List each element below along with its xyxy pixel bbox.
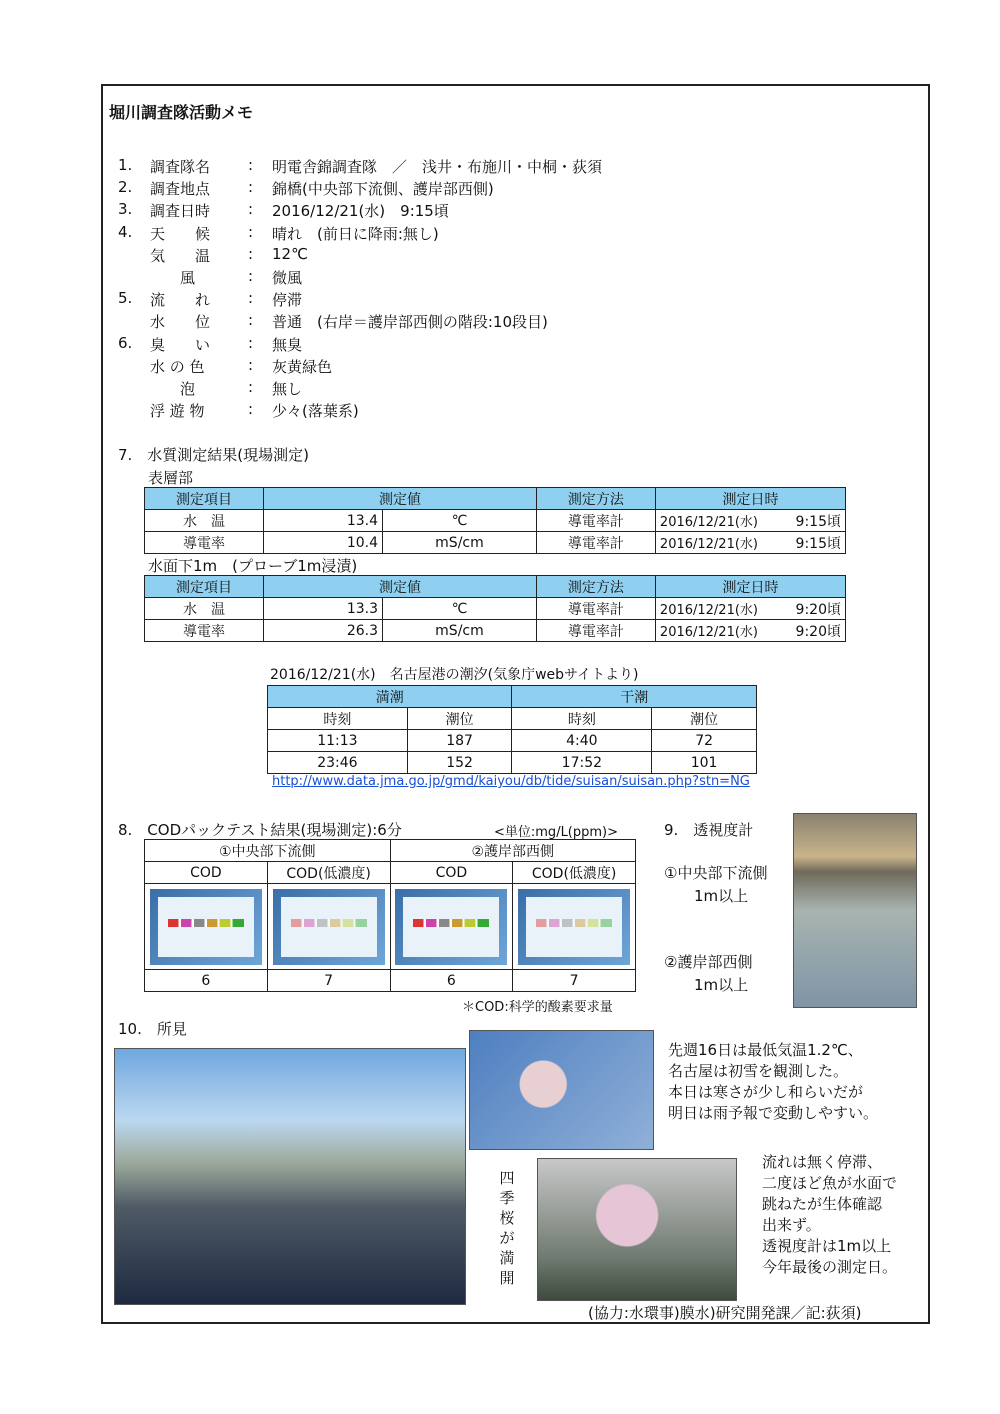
- cell-item: 導電率: [145, 620, 264, 642]
- item-colon: :: [248, 400, 254, 419]
- cell-method: 導電率計: [536, 510, 655, 532]
- header-value: 測定値: [264, 576, 537, 598]
- item-colon: :: [248, 311, 254, 330]
- cell: 17:52: [512, 752, 652, 774]
- item-value: 明電舎錦調査隊 ／ 浅井・布施川・中桐・荻須: [272, 158, 603, 176]
- item-number: 1.: [118, 156, 133, 174]
- note-line: 跳ねたが生体確認: [762, 1195, 883, 1213]
- cell-value: 26.3: [264, 620, 383, 642]
- item-colon: :: [248, 378, 254, 396]
- site2-value: 1m以上: [694, 976, 749, 994]
- unit-label: <単位:mg/L(ppm)>: [494, 825, 619, 840]
- table-row: [268, 752, 757, 774]
- item-label: 水 位: [150, 313, 211, 332]
- cell-unit: mS/cm: [383, 620, 537, 642]
- page-title: 堀川調査隊活動メモ: [109, 103, 254, 122]
- cell-time: 9:20頃: [782, 620, 846, 642]
- item-label: 調査地点: [150, 180, 211, 199]
- item-label: 浮 遊 物: [150, 402, 205, 421]
- cod-value: 7: [267, 970, 390, 992]
- site1-header: ①中央部下流側: [145, 840, 391, 862]
- cell-unit: mS/cm: [383, 532, 537, 554]
- vertical-char: 季: [499, 1189, 515, 1207]
- vertical-char: 満: [499, 1249, 515, 1267]
- cell-value: 13.3: [264, 598, 383, 620]
- item-colon: :: [248, 267, 254, 285]
- cod-photo: [267, 884, 390, 970]
- item-colon: :: [248, 355, 254, 374]
- deep-label: 水面下1m (プローブ1m浸漬): [148, 557, 358, 575]
- cell: 4:40: [512, 730, 652, 752]
- cell-date: 2016/12/21(水): [655, 532, 781, 554]
- cell: 101: [652, 752, 757, 774]
- vertical-caption: [497, 1168, 517, 1288]
- jma-link[interactable]: http://www.data.jma.go.jp/gmd/kaiyou/db/tide/suisan/suisan.php?stn=NG: [272, 774, 750, 789]
- item-number: 5.: [118, 289, 133, 308]
- surface-label: 表層部: [148, 469, 194, 487]
- tide-low-header: 干潮: [512, 686, 757, 708]
- header-method: 測定方法: [536, 488, 655, 510]
- tide-high-header: 満潮: [268, 686, 512, 708]
- note-line: 二度ほど魚が水面で: [762, 1174, 898, 1192]
- item-value: 無し: [272, 380, 303, 398]
- cell-item: 導電率: [145, 532, 264, 554]
- observation-note-1: [668, 1040, 878, 1124]
- cod-photo: [513, 884, 636, 970]
- cod-footnote: ＊COD:科学的酸素要求量: [462, 1000, 613, 1015]
- table-row: [145, 598, 846, 620]
- cell: 187: [407, 730, 512, 752]
- item-label: 天 候: [150, 224, 211, 243]
- item-colon: :: [248, 156, 254, 174]
- item-number: 6.: [118, 333, 133, 352]
- cod-header: COD: [390, 862, 513, 884]
- surface-table: [144, 487, 846, 554]
- table-row: [145, 620, 846, 642]
- note-line: 出来ず。: [762, 1216, 821, 1234]
- section10-heading: 10. 所見: [118, 1020, 187, 1038]
- item-number: 2.: [118, 178, 133, 197]
- note-line: 名古屋は初雪を観測した。: [668, 1062, 849, 1080]
- vertical-char: 開: [499, 1269, 515, 1287]
- cod-value: 7: [513, 970, 636, 992]
- table-row: [145, 532, 846, 554]
- cell-date: 2016/12/21(水): [655, 598, 781, 620]
- cod-header: COD: [145, 862, 268, 884]
- cell: 72: [652, 730, 757, 752]
- cell-item: 水 温: [145, 510, 264, 532]
- table-row: [145, 510, 846, 532]
- cod-low-header: COD(低濃度): [513, 862, 636, 884]
- bridge-photo: [114, 1048, 466, 1305]
- note-line: 本日は寒さが少し和らいだが: [668, 1083, 864, 1101]
- item-value: 普通 (右岸＝護岸部西側の階段:10段目): [272, 313, 548, 332]
- cell-date: 2016/12/21(水): [655, 620, 781, 642]
- cell-value: 10.4: [264, 532, 383, 554]
- item-colon: :: [248, 178, 254, 197]
- header-method: 測定方法: [536, 576, 655, 598]
- note-line: 先週16日は最低気温1.2℃、: [668, 1041, 863, 1059]
- item-label: 臭 い: [150, 335, 211, 354]
- item-colon: :: [248, 200, 254, 219]
- table-row: [268, 730, 757, 752]
- cell-method: 導電率計: [536, 532, 655, 554]
- cod-photo: [390, 884, 513, 970]
- cod-value: 6: [145, 970, 268, 992]
- item-label: 調査日時: [150, 202, 211, 221]
- cell-unit: ℃: [383, 598, 537, 620]
- cod-table: [144, 839, 636, 992]
- item-number: 4.: [118, 222, 133, 241]
- item-number: 3.: [118, 200, 133, 219]
- transparency-meter-photo: [793, 813, 917, 1008]
- site1-label: ①中央部下流側: [664, 864, 768, 882]
- tide-level-header: 潮位: [652, 708, 757, 730]
- note-line: 明日は雨予報で変動しやすい。: [668, 1104, 879, 1122]
- item-colon: :: [248, 244, 254, 263]
- tide-time-header: 時刻: [512, 708, 652, 730]
- vertical-char: 四: [499, 1169, 515, 1187]
- header-item: 測定項目: [145, 576, 264, 598]
- section8-heading: 8. CODパックテスト結果(現場測定):6分: [118, 821, 402, 839]
- site1-value: 1m以上: [694, 887, 749, 905]
- header-date: 測定日時: [655, 576, 845, 598]
- item-colon: :: [248, 333, 254, 352]
- cell-date: 2016/12/21(水): [655, 510, 781, 532]
- item-colon: :: [248, 289, 254, 308]
- item-value: 錦橋(中央部下流側、護岸部西側): [272, 180, 494, 199]
- cell-item: 水 温: [145, 598, 264, 620]
- cell-time: 9:15頃: [782, 532, 846, 554]
- item-label: 泡: [150, 380, 196, 398]
- cherry-blossom-photo-1: [469, 1030, 654, 1150]
- section7-heading: 7. 水質測定結果(現場測定): [118, 446, 310, 464]
- item-value: 微風: [272, 269, 303, 287]
- item-value: 晴れ (前日に降雨:無し): [272, 224, 439, 243]
- site2-label: ②護岸部西側: [664, 953, 753, 971]
- item-value: 2016/12/21(水) 9:15頃: [272, 202, 449, 221]
- tide-caption: 2016/12/21(水) 名古屋港の潮汐(気象庁webサイトより): [270, 667, 639, 683]
- item-value: 停滞: [272, 291, 303, 310]
- item-value: 12℃: [272, 244, 308, 263]
- header-date: 測定日時: [655, 488, 845, 510]
- note-line: 今年最後の測定日。: [762, 1258, 898, 1276]
- credit-line: (協力:水環事)膜水)研究開発課／記:荻須): [588, 1304, 862, 1322]
- item-value: 灰黄緑色: [272, 357, 333, 376]
- cell-unit: ℃: [383, 510, 537, 532]
- item-label: 水 の 色: [150, 357, 205, 376]
- cherry-blossom-photo-2: [537, 1158, 737, 1301]
- cell-time: 9:15頃: [782, 510, 846, 532]
- deep-table: [144, 575, 846, 642]
- table-row: [145, 970, 636, 992]
- header-item: 測定項目: [145, 488, 264, 510]
- header-value: 測定値: [264, 488, 537, 510]
- tide-level-header: 潮位: [407, 708, 512, 730]
- section9-heading: 9. 透視度計: [664, 821, 754, 839]
- observation-note-2: [762, 1152, 897, 1278]
- cell: 152: [407, 752, 512, 774]
- item-label: 調査隊名: [150, 158, 211, 176]
- item-label: 気 温: [150, 246, 211, 265]
- cell: 23:46: [268, 752, 408, 774]
- note-line: 流れは無く停滞、: [762, 1153, 883, 1171]
- item-colon: :: [248, 222, 254, 241]
- item-label: 風: [150, 269, 196, 287]
- vertical-char: 桜: [499, 1209, 515, 1227]
- cell-method: 導電率計: [536, 620, 655, 642]
- cell-time: 9:20頃: [782, 598, 846, 620]
- note-line: 透視度計は1m以上: [762, 1237, 892, 1255]
- cell-method: 導電率計: [536, 598, 655, 620]
- cod-low-header: COD(低濃度): [267, 862, 390, 884]
- cod-photo: [145, 884, 268, 970]
- site2-header: ②護岸部西側: [390, 840, 636, 862]
- tide-table: [267, 685, 757, 774]
- cod-value: 6: [390, 970, 513, 992]
- cell: 11:13: [268, 730, 408, 752]
- cell-value: 13.4: [264, 510, 383, 532]
- item-value: 無臭: [272, 335, 303, 354]
- item-value: 少々(落葉系): [272, 402, 359, 421]
- item-label: 流 れ: [150, 291, 211, 310]
- tide-time-header: 時刻: [268, 708, 408, 730]
- vertical-char: が: [499, 1229, 515, 1247]
